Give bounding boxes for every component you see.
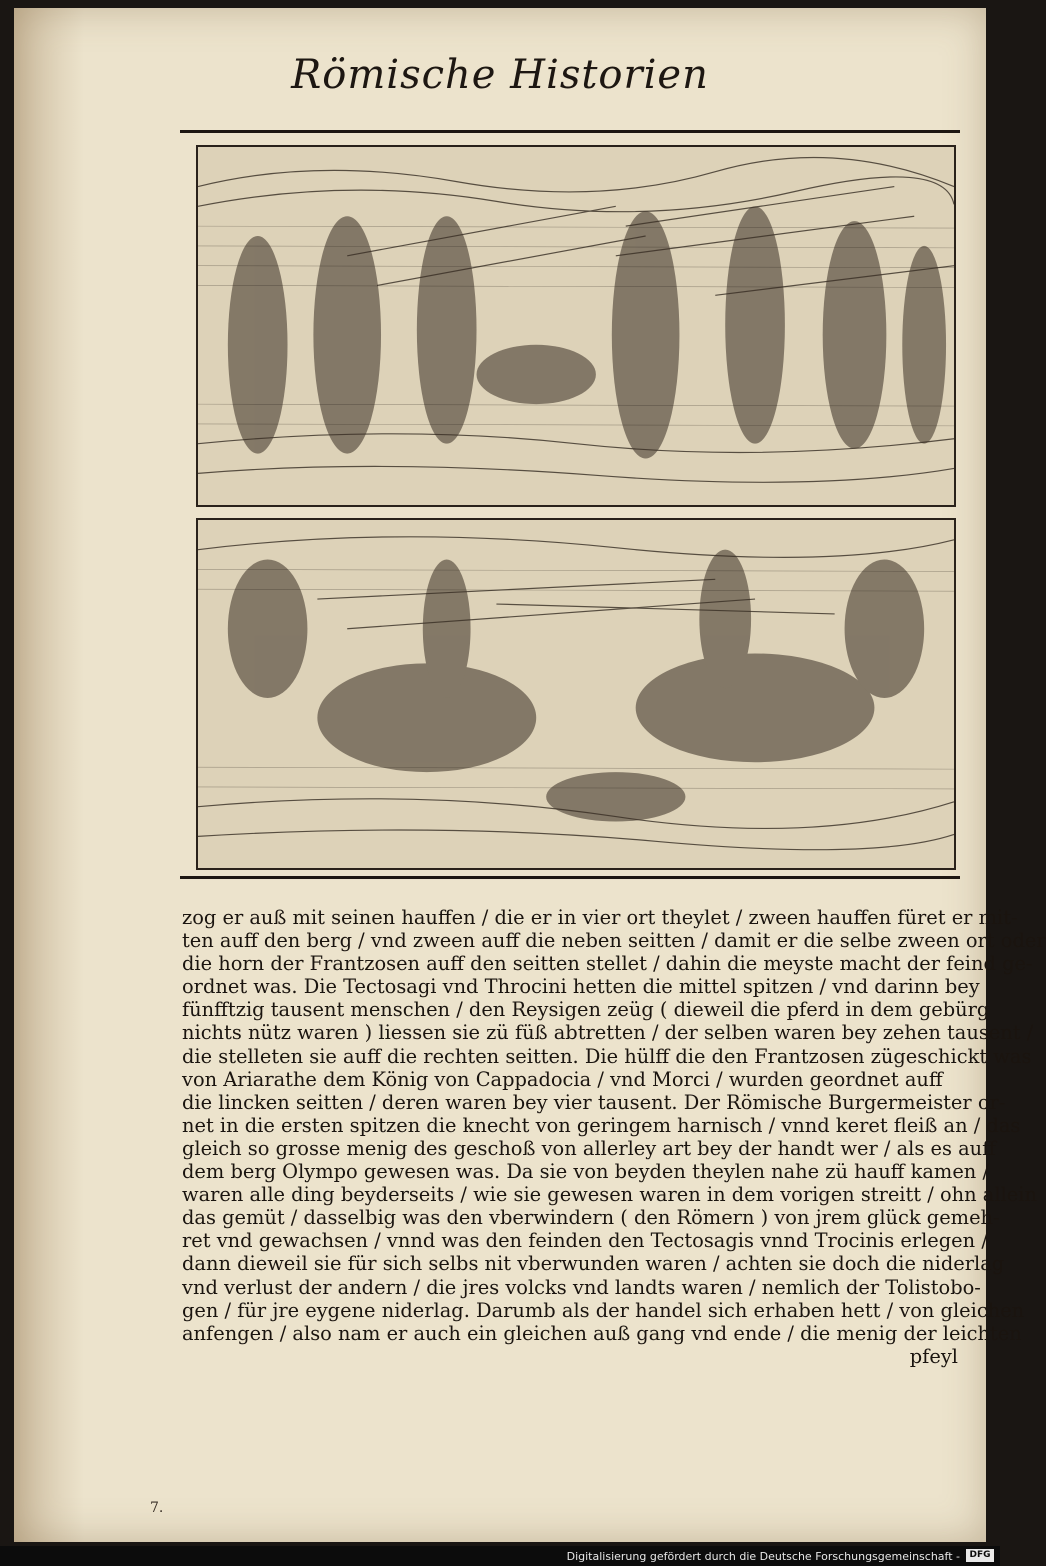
text-line: die horn der Frantzosen auff den seitten stellet / dahin die meyste macht der feind ge- bbox=[182, 952, 1033, 976]
woodcut-lower bbox=[196, 518, 956, 870]
text-line: das gemüt / dasselbig was den vberwindern ( den Römern ) von jrem glück gemeh- bbox=[182, 1206, 1000, 1230]
page-mark: 7. bbox=[150, 1500, 164, 1516]
text-line: anfengen / also nam er auch ein gleichen auß gang vnd ende / die menig der leichten bbox=[182, 1321, 1022, 1345]
text-line: ret vnd gewachsen / vnnd was den feinden den Tectosagis vnnd Trocinis erlegen / bbox=[182, 1229, 988, 1253]
funding-notice: Digitalisierung gefördert durch die Deutsche Forschungsgemeinschaft - bbox=[566, 1550, 960, 1563]
text-line: von Ariarathe dem König von Cappadocia / vnd Morci / wurden geordnet auff bbox=[182, 1067, 943, 1091]
illustration-rule bbox=[180, 876, 960, 879]
text-line: nichts nütz waren ) liessen sie zü füß abtretten / der selben waren bey zehen tausent / bbox=[182, 1021, 1034, 1045]
text-line: gleich so grosse menig des geschoß von allerley art bey der handt wer / als es auff bbox=[182, 1136, 996, 1160]
text-line: vnd verlust der andern / die jres volcks vnd landts waren / nemlich der Tolistobo- bbox=[182, 1275, 981, 1299]
text-line: die stelleten sie auff die rechten seitten. Die hülff die den Frantzosen zügeschickt was bbox=[182, 1044, 1032, 1068]
text-line: dann dieweil sie für sich selbs nit vberwunden waren / achten sie doch die niderlag bbox=[182, 1252, 1005, 1276]
woodcut-upper bbox=[196, 145, 956, 507]
body-text bbox=[182, 906, 1046, 1368]
running-head: Römische Historien bbox=[291, 52, 709, 98]
text-line: zog er auß mit seinen hauffen / die er in vier ort theylet / zween hauffen füret er mit- bbox=[182, 906, 1018, 929]
text-line: ordnet was. Die Tectosagi vnd Throcini hetten die mittel spitzen / vnd darinn bey bbox=[182, 975, 980, 999]
text-line: waren alle ding beyderseits / wie sie gewesen waren in dem vorigen streitt / ohn allein bbox=[182, 1183, 1037, 1207]
text-line: gen / für jre eygene niderlag. Darumb als der handel sich erhaben hett / von gleichen bbox=[182, 1298, 1025, 1322]
text-line: ten auff den berg / vnd zween auff die neben seitten / damit er die selbe zween ort oder bbox=[182, 929, 1046, 953]
text-line: net in die ersten spitzen die knecht von geringem harnisch / vnnd keret fleiß an / das bbox=[182, 1113, 1021, 1137]
text-line: dem berg Olympo gewesen was. Da sie von beyden theylen nahe zü hauff kamen / bbox=[182, 1160, 989, 1184]
catchword: pfeyl bbox=[909, 1344, 958, 1368]
page-gutter-shadow bbox=[14, 8, 84, 1542]
dfg-logo: DFG bbox=[966, 1549, 994, 1562]
text-line: fünfftzig tausent menschen / den Reysigen zeüg ( dieweil die pferd in dem gebürg bbox=[182, 998, 990, 1022]
header-rule bbox=[180, 130, 960, 133]
text-line: die lincken seitten / deren waren bey vier tausent. Der Römische Burgermeister or- bbox=[182, 1090, 1006, 1114]
